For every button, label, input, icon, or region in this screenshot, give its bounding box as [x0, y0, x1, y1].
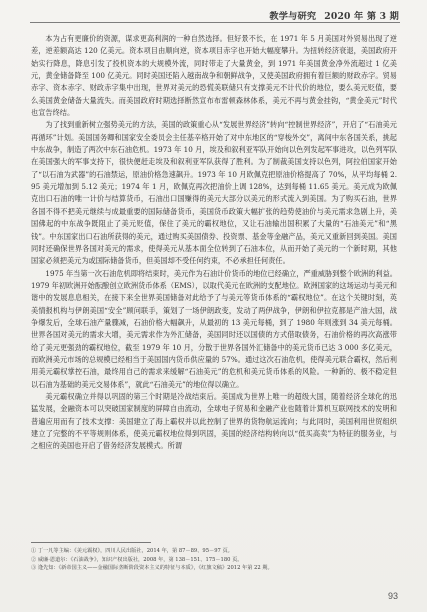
issue-label: 2020 年 第 3 期	[324, 11, 399, 22]
journal-name: 教学与研究	[269, 11, 317, 22]
page-number: 93	[387, 591, 398, 601]
footnote: ① 丁一凡等主编：《美元霸权》，四川人民出版社，2014 年，第 87－89、95－97 页。	[31, 548, 233, 554]
footnote: ③ 逄先知：《新帝国主义——金融国际垄断阶段资本主义的特征与本质》，《红旗文稿》2012 年第 22 期。	[31, 565, 273, 572]
footnotes	[31, 547, 397, 573]
body-paragraph: 1975 年当第一次石油危机即将结束时，美元作为石油计价货币的地位已经确立，严重威胁到整个欧洲的利益。1979 年初欧洲开始酝酿创立欧洲货币体系（EMS），以取代美元在欧洲的支配地位。欧洲国家的这场运动与美元和谐中的发展息息相关，在接下来全世界美国储备对此给予了与美元等货币体系的“霸权地位”。在这个关键时刻，英美情报机构与伊朗美国“安全”顾问联手，策划了一场伊朗政变，发动了两伊战争，伊朗和伊拉克都是产油大国，战争爆发后，全球石油产量骤减，石油价格大幅飙升，从最初的 13 美元每桶，到了 1980 年则涨到 34 美元每桶。世界各国对美元的需求大增，美元需求作为外汇储备，美国同时还以国债的方式借取债务，石油价格的再次高涨带给了美元更强劲的霸权地位，截至 1979 年 10 月，分散于世界各国外汇储备中的美元货币已达 3 000 多亿美元，而欧洲美元市场的总规模已经相当于美国国内货币供应量的 57%。通过这次石油危机，使得美元联合霸权，然后利用美元霸权掌控石油，最终用自己的需求来缓解“石油美元”的危机和美元货币体系的风险。一种新的、极不稳定但以石油为基础的美元交易体系”，就此“石油美元”的地位得以确立。	[31, 268, 397, 389]
footnote-divider	[31, 542, 151, 543]
body-paragraph: 为了找到重新树立强势美元的方法，美国的政策重心从“发展世界经济”转向“控制世界经济”，开启了“石油美元再循环”计划。美国国务卿和国家安全委员会主任基辛格开始了对中东地区的“穿梭外交”，离间中东各国关系，挑起中东战争，制造了两次中东石油危机。1973 年 10 月，埃及和叙利亚军队开始向以色列发起军事进攻，以色列军队在美国强大的军事支持下，很快便赶走埃及和叙利亚军队获得了胜利。为了制裁美国支持以色列，阿拉伯国家开始了“以石油为武器”的石油禁运，原油价格急速飙升。1973 年 10 月欧佩克把原油价格提高了 70%，从平均每桶 2.95 美元增加到 5.12 美元；1974 年 1 月，欧佩克再次把油价上调 128%，达到每桶 11.65 美元。美元成为欧佩克出口石油的唯一计价与结算货币，石油出口国赚得的美元大部分以美元的形式流入到美国。为了购买石油，世界各国不得不把美元继续与成最重要的国际储备货币，美国货币政策大幅扩张的趋势使油价与美元需求急剧上升，美国佛起的中东战争既阻止了美元贬值，保住了美元的霸权地位，又让石油输出国积累了大量的“石油美元”和“黑钱”。中东国家出口石油所获得的美元，通过购买美国债券、投资票、基金等金融产品，美元又重新回到美国。美国同时还确保世界各国对美元的需求，使得美元从基本面全位转到了石油本位，从而开始了美元的一个新时期，其他国家必须把美元为或国际储备货币，但美国却不受任何约束，不必承担任何责任。	[31, 120, 397, 266]
running-header	[269, 8, 399, 22]
footnote: ② 威廉·恩道尔：《石油战争》，知识产权出版社，2008 年，第 138－151、175－180 页。	[31, 556, 243, 563]
header-divider	[30, 22, 400, 23]
article-body	[31, 33, 397, 453]
body-paragraph: 美元霸权确立并得以巩固的第三个时期是冷战结束后。美国成为世界上唯一的超级大国，随着经济全球化的迅猛发展，金融资本可以突破国家制度的屏障自由流动，全球电子贸易和金融产业也随着计算机互联网技术的发明和普遍应用而有了技术支撑：美国建立了海上霸权并以此控制了世界的货物航运流向；与此同时，美国利用世贸组织建立了完整的不平等规则体系，使美元霸权地位得到巩固，美国的经济结构转向以“低买高卖”为特征的服务业，与之相应的美国也开启了借务经济发展模式。所谓	[31, 391, 397, 451]
body-paragraph: 本为占有更廉价的资源，谋求更高利润的一种自然选择。但好景不长，在 1971 年 5 月美国对外贸易出现了逆差，逆差额高达 120 亿美元。资本项目由顺向逆，资本项目赤字也开始大幅度攀升。为扭转经济衰退，美国政府开始实行降息，降息引发了投机资本的大规模外流，同时带走了大量黄金，到 1971 年美国黄金净外流超过 1 亿美元，黄金储备降至 100 亿美元。同时美国还陷入越南战争和朝鲜战争，又使美国政府拥有着巨额的财政赤字。贸易赤字、资本赤字、财政赤字集中出现，世界对美元的恐慌美联储只有支撑美元不计代价的地位，要么美元贬值，要么美国黄金储备大量流失。而美国政府时期选择断然宣布布雷顿森林体系，美元不再与黄金挂钩，“黄金美元”时代也宣告终结。	[31, 34, 397, 118]
